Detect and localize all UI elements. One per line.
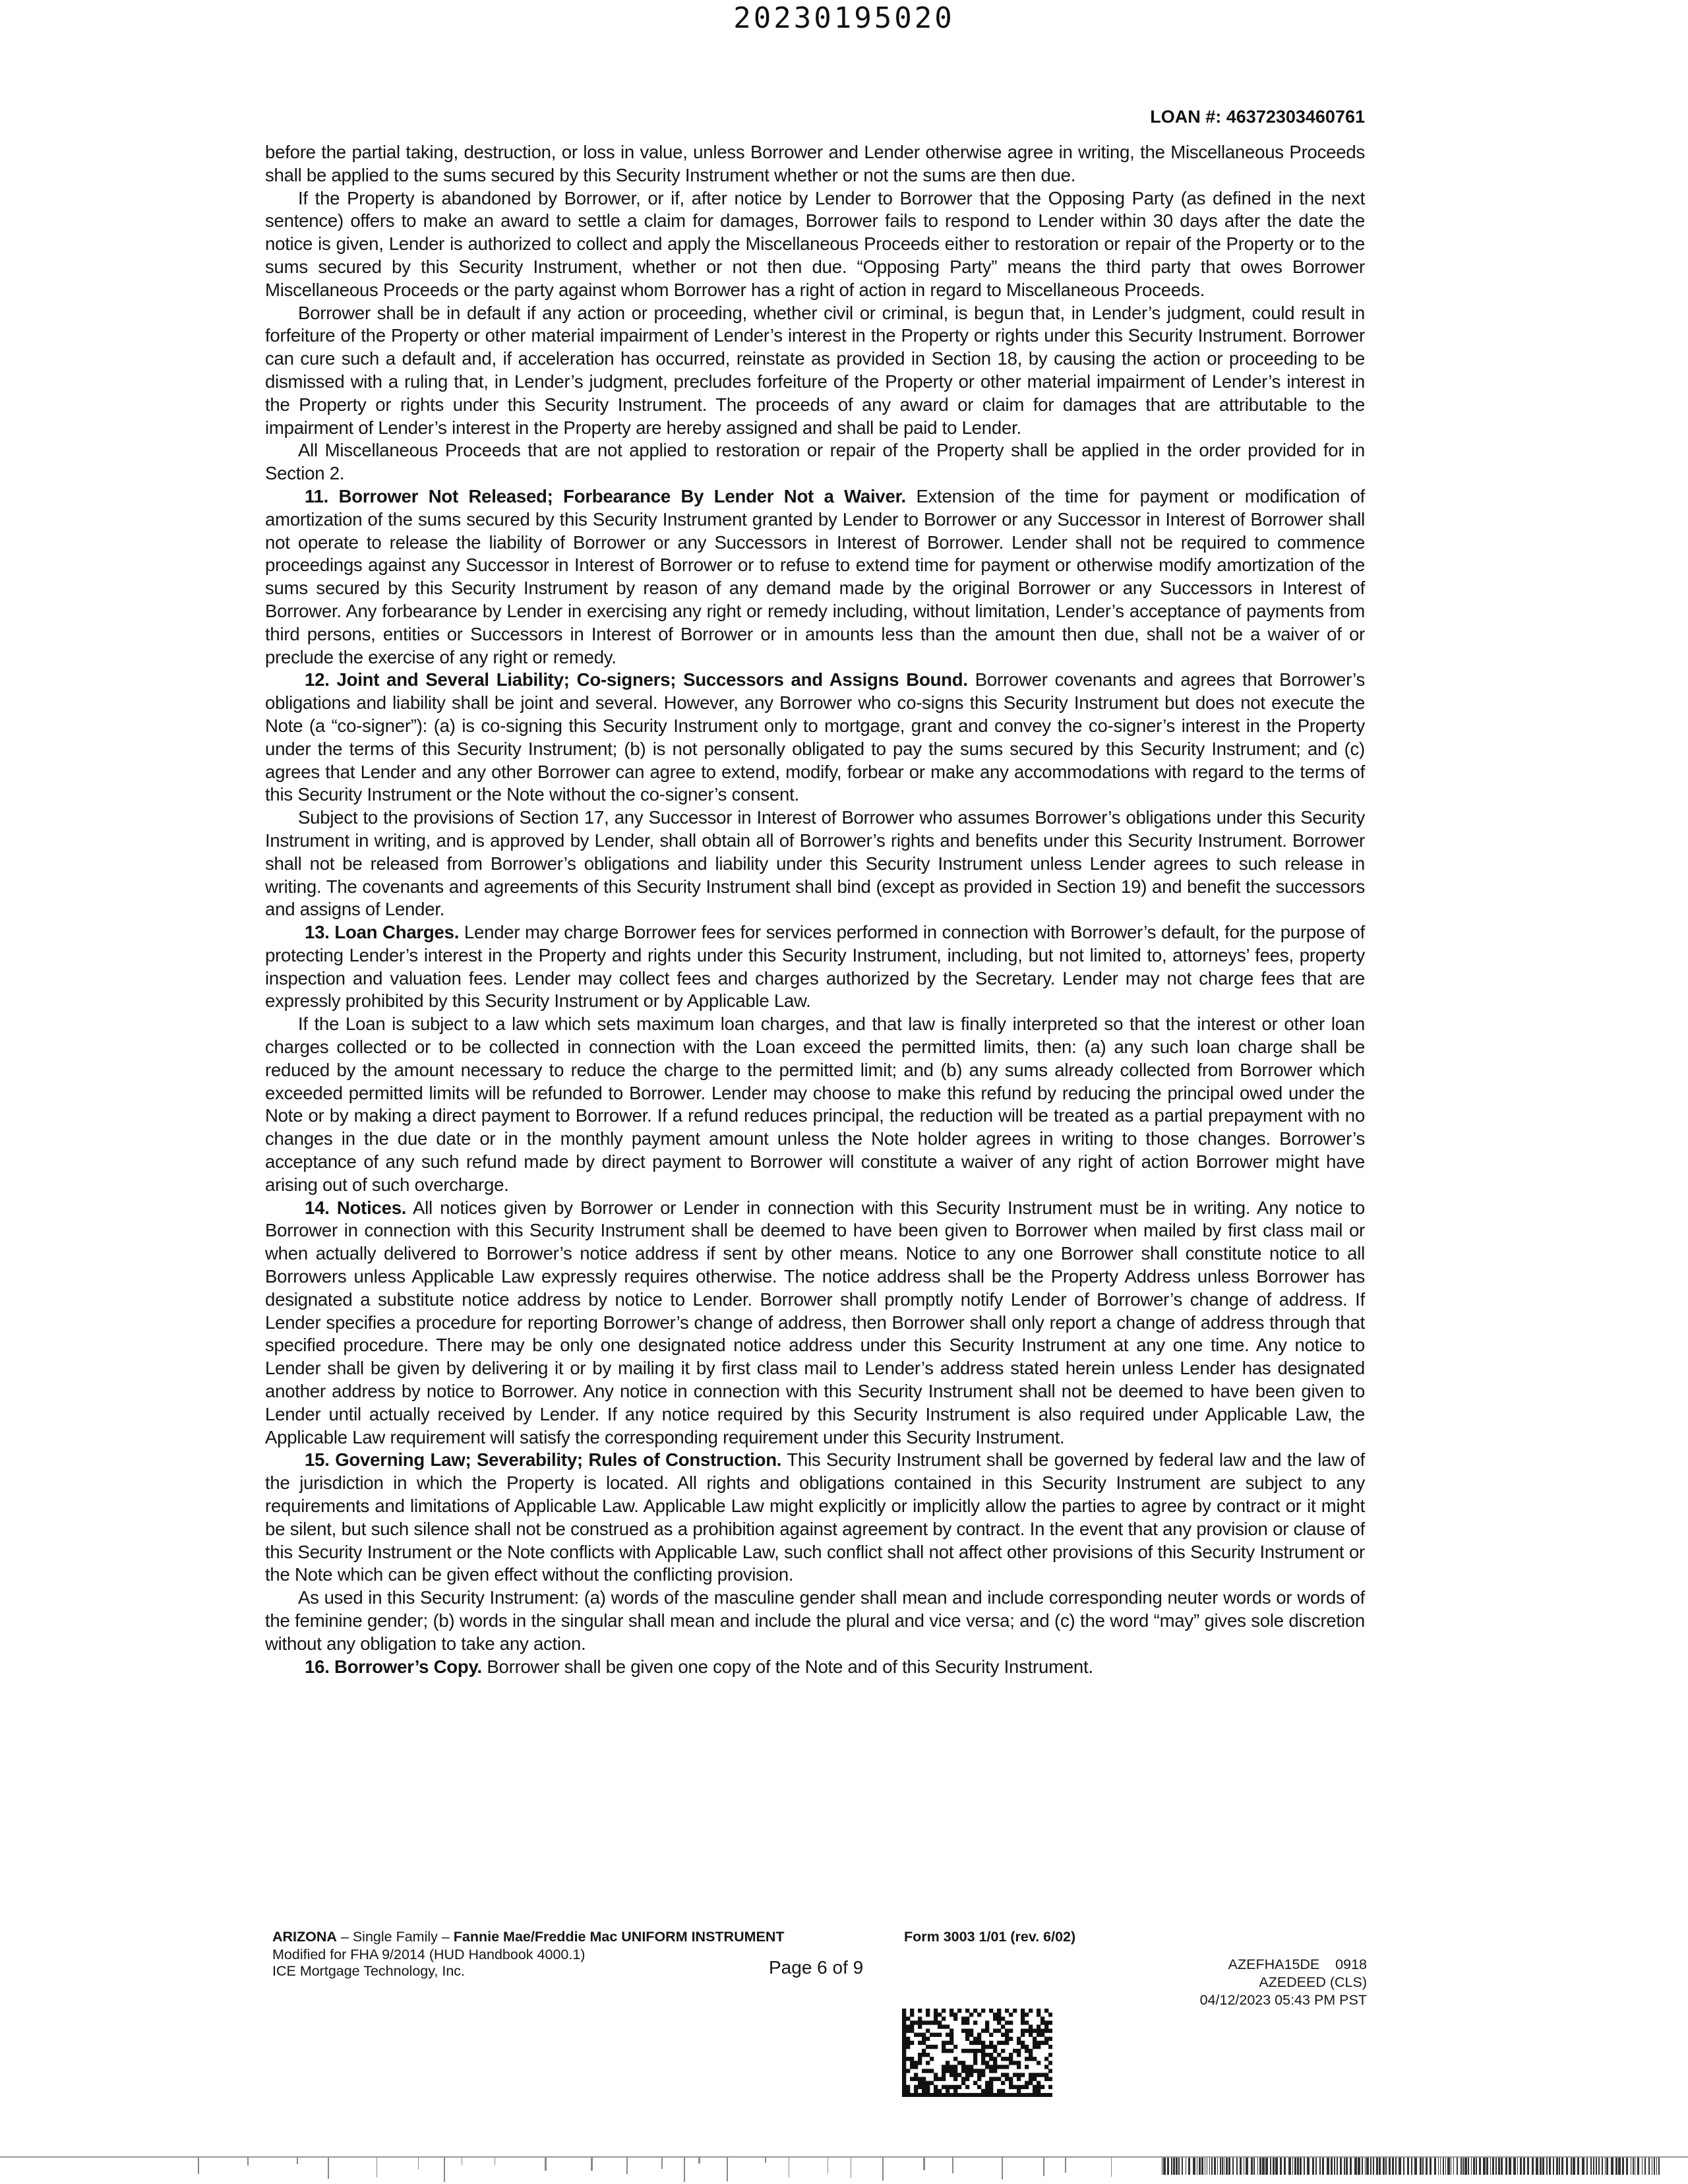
section-11 — [265, 485, 1365, 669]
paragraph-text: If the Property is abandoned by Borrower, or if, after notice by Lender to Borrower that the Opposing Party (as defined in the next sentence) offers to make an award to settle a claim for damages, Borrower fails to respond to Lender within 30 days after the date the notice is given, Lender is authorized to collect and apply the Miscellaneous Proceeds either to restoration or repair of the Property or to the sums secured by this Security Instrument, whether or not then due. “Opposing Party” means the third party that owes Borrower Miscellaneous Proceeds or the party against whom Borrower has a right of action in regard to Miscellaneous Proceeds. — [265, 187, 1365, 300]
recording-number-stamp: 20230195020 — [733, 1, 955, 35]
footer-modified: Modified for FHA 9/2014 (HUD Handbook 4000.1) — [272, 1947, 586, 1962]
paragraph-text: Extension of the time for payment or modification of amortization of the sums secured by this Security Instrument granted by Lender to Borrower or any Successor in Interest of Borrower shall not operate to release the liability of Borrower or any Successors in Interest of Borrower. Lender shall not be required to commence proceedings against any Successor in Interest of Borrower or to refuse to extend time for payment or otherwise modify amortization of the sums secured by this Security Instrument by reason of any demand made by the original Borrower or any Successors in Interest of Borrower. Any forbearance by Lender in exercising any right or remedy including, without limitation, Lender’s acceptance of payments from third persons, entities or Successors in Interest of Borrower or in amounts less than the amount then due, shall not be a waiver of or preclude the exercise of any right or remedy. — [265, 485, 1365, 667]
footer-instrument: Fannie Mae/Freddie Mac UNIFORM INSTRUMENT — [453, 1929, 785, 1945]
footer-timestamp: 04/12/2023 05:43 PM PST — [1199, 1992, 1367, 2008]
section-14 — [265, 1197, 1365, 1449]
page-number: Page 6 of 9 — [769, 1957, 864, 1978]
paragraph-text: All notices given by Borrower or Lender in connection with this Security Instrument must be in writing. Any notice to Borrower in connection with this Security Instrument shall be deemed to have been given to Borrower when mailed by first class mail or when actually delivered to Borrower’s notice address if sent by other means. Notice to any one Borrower shall constitute notice to all Borrowers unless Applicable Law expressly requires otherwise. The notice address shall be the Property Address unless Borrower has designated a substitute notice address by notice to Lender. Borrower shall promptly notify Lender of Borrower’s change of address. If Lender specifies a procedure for reporting Borrower’s change of address, then Borrower shall only report a change of address through that specified procedure. There may be only one designated notice address under this Security Instrument at any one time. Any notice to Lender shall be given by delivering it or by mailing it by first class mail to Lender’s address stated herein unless Lender has designated another address by notice to Borrower. Any notice in connection with this Security Instrument shall not be deemed to have been given to Lender until actually received by Lender. If any notice required by this Security Instrument is also required under Applicable Law, the Applicable Law requirement will satisfy the corresponding requirement under this Security Instrument. — [265, 1197, 1365, 1447]
paragraph — [265, 1587, 1365, 1655]
footer-doc-id: AZEDEED (CLS) — [1259, 1974, 1367, 1990]
paragraph — [265, 1013, 1365, 1196]
paragraph-text: Borrower shall be given one copy of the Note and of this Security Instrument. — [481, 1656, 1093, 1677]
loan-number: LOAN #: 46372303460761 — [1150, 107, 1365, 127]
section-13 — [265, 921, 1365, 1013]
paragraph-text: All Miscellaneous Proceeds that are not applied to restoration or repair of the Property shall be applied in the order provided for in Section 2. — [265, 440, 1365, 484]
paragraph-text: As used in this Security Instrument: (a) words of the masculine gender shall mean and include corresponding neuter words or words of the feminine gender; (b) words in the singular shall mean and include the plural and vice versa; and (c) the word “may” gives sole discretion without any obligation to take any action. — [265, 1587, 1365, 1654]
footer-form-number: Form 3003 1/01 (rev. 6/02) — [904, 1929, 1076, 1945]
section-heading: 15. Governing Law; Severability; Rules of Construction. — [305, 1449, 782, 1471]
paragraph-text: before the partial taking, destruction, or loss in value, unless Borrower and Lender otherwise agree in writing, the Miscellaneous Proceeds shall be applied to the sums secured by this Security Instrument whether or not the sums are then due. — [265, 142, 1365, 185]
paragraph — [265, 187, 1365, 302]
section-15 — [265, 1449, 1365, 1587]
footer-code: AZEFHA15DE 0918 — [1228, 1957, 1367, 1972]
footer-company: ICE Mortgage Technology, Inc. — [272, 1963, 466, 1979]
footer-family: – Single Family – — [336, 1929, 454, 1945]
paragraph-text: Lender may charge Borrower fees for services performed in connection with Borrower’s default, for the purpose of protecting Lender’s interest in the Property and rights under this Security Instrument, including, but not limited to, attorneys’ fees, property inspection and valuation fees. Lender may collect fees and charges authorized by the Secretary. Lender may not charge fees that are expressly prohibited by this Security Instrument or by Applicable Law. — [265, 922, 1365, 1012]
paragraph — [265, 806, 1365, 921]
section-heading: 16. Borrower’s Copy. — [305, 1656, 482, 1677]
scan-edge-marks — [0, 2155, 1688, 2184]
paragraph-text: Subject to the provisions of Section 17, any Successor in Interest of Borrower who assumes Borrower’s obligations under this Security Instrument in writing, and is approved by Lender, shall obtain all of Borrower’s rights and benefits under this Security Instrument. Borrower shall not be released from Borrower’s obligations and liability under this Security Instrument unless Lender agrees to such release in writing. The covenants and agreements of this Security Instrument shall bind (except as provided in Section 19) and benefit the successors and assigns of Lender. — [265, 807, 1365, 920]
paragraph — [265, 439, 1365, 485]
paragraph-text: Borrower shall be in default if any action or proceeding, whether civil or criminal, is begun that, in Lender’s judgment, could result in forfeiture of the Property or other material impairment of Lender’s interest in the Property or rights under this Security Instrument. Borrower can cure such a default and, if acceleration has occurred, reinstate as provided in Section 18, by causing the action or proceeding to be dismissed with a ruling that, in Lender’s judgment, precludes forfeiture of the Property or other material impairment of Lender’s interest in the Property or rights under this Security Instrument. The proceeds of any award or claim for damages that are attributable to the impairment of Lender’s interest in the Property are hereby assigned and shall be paid to Lender. — [265, 302, 1365, 438]
paragraph-text: If the Loan is subject to a law which sets maximum loan charges, and that law is finally interpreted so that the interest or other loan charges collected or to be collected in connection with the Loan exceed the permitted limits, then: (a) any such loan charge shall be reduced by the amount necessary to reduce the charge to the permitted limit; and (b) any sums already collected from Borrower which exceeded permitted limits will be refunded to Borrower. Lender may choose to make this refund by reducing the principal owed under the Note or by making a direct payment to Borrower. If a refund reduces principal, the reduction will be treated as a partial prepayment with no changes in the due date or in the monthly payment amount unless the Note holder agrees in writing to those changes. Borrower’s acceptance of any such refund made by direct payment to Borrower will constitute a waiver of any right of action Borrower might have arising out of such overcharge. — [265, 1014, 1365, 1195]
document-body — [265, 141, 1365, 1678]
barcode-icon — [902, 2009, 1052, 2097]
section-heading: 12. Joint and Several Liability; Co-signers; Successors and Assigns Bound. — [305, 669, 968, 690]
section-heading: 14. Notices. — [305, 1197, 407, 1218]
section-heading: 13. Loan Charges. — [305, 922, 460, 943]
paragraph — [265, 141, 1365, 187]
paragraph-text: This Security Instrument shall be governed by federal law and the law of the jurisdiction in which the Property is located. All rights and obligations contained in this Security Instrument are subject to any requirements and limitations of Applicable Law. Applicable Law might explicitly or implicitly allow the parties to agree by contract or it might be silent, but such silence shall not be construed as a prohibition against agreement by contract. In the event that any provision or clause of this Security Instrument or the Note conflicts with Applicable Law, such conflict shall not affect other provisions of this Security Instrument or the Note which can be given effect without the conflicting provision. — [265, 1449, 1365, 1585]
footer-state: ARIZONA — [272, 1929, 337, 1945]
footer-form-title — [272, 1928, 785, 1946]
section-12 — [265, 669, 1365, 806]
section-heading: 11. Borrower Not Released; Forbearance By Lender Not a Waiver. — [305, 485, 906, 506]
footer-codes — [1200, 1956, 1367, 2009]
section-16 — [265, 1656, 1365, 1679]
paragraph — [265, 302, 1365, 440]
paragraph-text: Borrower covenants and agrees that Borrower’s obligations and liability shall be joint and several. However, any Borrower who co-signs this Security Instrument but does not execute the Note (a “co-signer”): (a) is co-signing this Security Instrument only to mortgage, grant and convey the co-signer’s interest in the Property under the terms of this Security Instrument; (b) is not personally obligated to pay the sums secured by this Security Instrument; and (c) agrees that Lender and any other Borrower can agree to extend, modify, forbear or make any accommodations with regard to the terms of this Security Instrument or the Note without the co-signer’s consent. — [265, 669, 1365, 805]
